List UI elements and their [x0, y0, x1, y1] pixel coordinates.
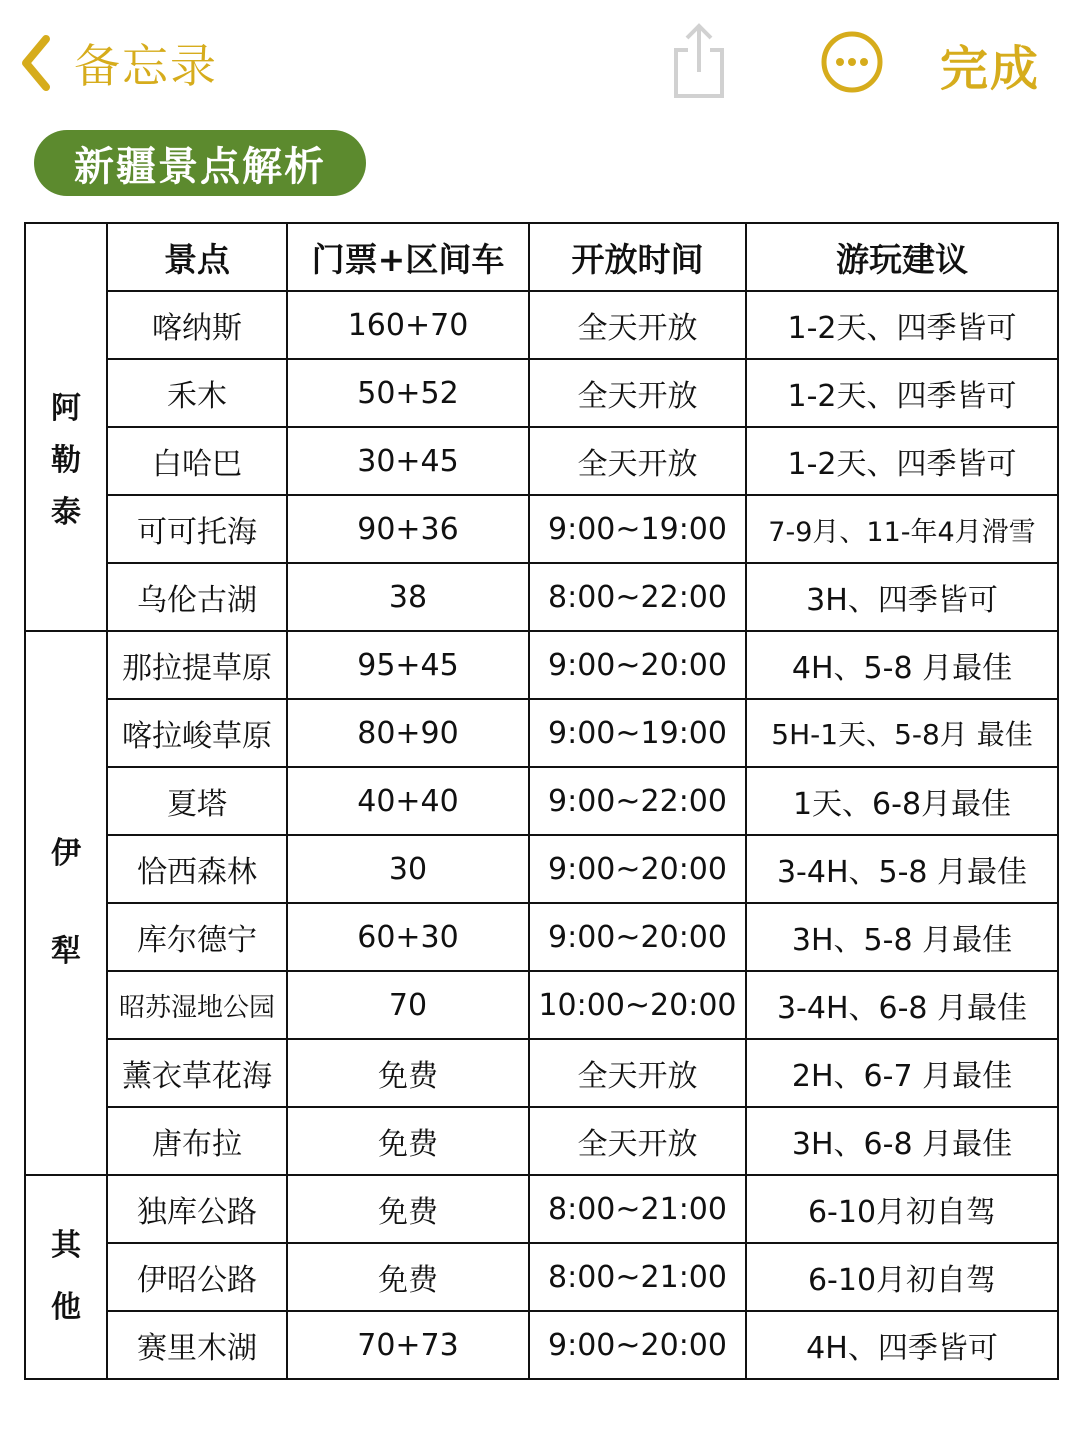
cell-hours: 9:00~22:00 [529, 767, 746, 835]
cell-ticket: 38 [287, 563, 529, 631]
cell-spot: 白哈巴 [107, 427, 287, 495]
table-row [25, 1175, 1058, 1243]
cell-hours: 9:00~20:00 [529, 1311, 746, 1379]
cell-hours: 全天开放 [529, 427, 746, 495]
cell-ticket: 80+90 [287, 699, 529, 767]
cell-advice: 1天、6-8月最佳 [746, 767, 1058, 835]
region-altay: 阿 勒 泰 [25, 291, 107, 631]
cell-spot: 那拉提草原 [107, 631, 287, 699]
share-icon[interactable] [668, 22, 730, 104]
table-header-row [25, 223, 1058, 291]
cell-spot: 夏塔 [107, 767, 287, 835]
cell-hours: 全天开放 [529, 1107, 746, 1175]
table-row [25, 427, 1058, 495]
cell-advice: 1-2天、四季皆可 [746, 359, 1058, 427]
cell-advice: 4H、5-8 月最佳 [746, 631, 1058, 699]
cell-spot: 赛里木湖 [107, 1311, 287, 1379]
cell-advice: 5H-1天、5-8月 最佳 [746, 699, 1058, 767]
cell-advice: 3H、6-8 月最佳 [746, 1107, 1058, 1175]
cell-spot: 独库公路 [107, 1175, 287, 1243]
table-row [25, 631, 1058, 699]
cell-hours: 9:00~20:00 [529, 903, 746, 971]
cell-advice: 6-10月初自驾 [746, 1243, 1058, 1311]
cell-spot: 恰西森林 [107, 835, 287, 903]
cell-hours: 9:00~19:00 [529, 699, 746, 767]
cell-spot: 伊昭公路 [107, 1243, 287, 1311]
cell-ticket: 免费 [287, 1175, 529, 1243]
cell-advice: 3H、5-8 月最佳 [746, 903, 1058, 971]
cell-advice: 3-4H、5-8 月最佳 [746, 835, 1058, 903]
cell-ticket: 70 [287, 971, 529, 1039]
header-spot: 景点 [107, 223, 287, 291]
header-hours: 开放时间 [529, 223, 746, 291]
region-ili: 伊 犁 [25, 631, 107, 1175]
done-button[interactable]: 完成 [940, 41, 1041, 97]
cell-advice: 4H、四季皆可 [746, 1311, 1058, 1379]
header-advice: 游玩建议 [746, 223, 1058, 291]
cell-ticket: 160+70 [287, 291, 529, 359]
cell-advice: 3H、四季皆可 [746, 563, 1058, 631]
region-header-cell [25, 223, 107, 291]
table-row [25, 1107, 1058, 1175]
cell-ticket: 95+45 [287, 631, 529, 699]
table-row [25, 291, 1058, 359]
back-label: 备忘录 [74, 39, 218, 93]
table-row [25, 1039, 1058, 1107]
cell-spot: 库尔德宁 [107, 903, 287, 971]
table-row [25, 495, 1058, 563]
cell-spot: 可可托海 [107, 495, 287, 563]
cell-ticket: 50+52 [287, 359, 529, 427]
page-title: 新疆景点解析 [34, 130, 366, 196]
cell-hours: 全天开放 [529, 291, 746, 359]
cell-advice: 3-4H、6-8 月最佳 [746, 971, 1058, 1039]
cell-hours: 9:00~20:00 [529, 631, 746, 699]
region-other: 其 他 [25, 1175, 107, 1379]
cell-spot: 薰衣草花海 [107, 1039, 287, 1107]
back-button[interactable] [18, 28, 218, 98]
cell-hours: 8:00~21:00 [529, 1175, 746, 1243]
table-row [25, 1311, 1058, 1379]
cell-spot: 喀拉峻草原 [107, 699, 287, 767]
cell-hours: 9:00~19:00 [529, 495, 746, 563]
navigation-bar [0, 0, 1080, 120]
more-icon[interactable] [820, 30, 884, 98]
table-row [25, 971, 1058, 1039]
cell-ticket: 免费 [287, 1039, 529, 1107]
header-ticket: 门票+区间车 [287, 223, 529, 291]
cell-ticket: 免费 [287, 1243, 529, 1311]
cell-hours: 9:00~20:00 [529, 835, 746, 903]
cell-ticket: 70+73 [287, 1311, 529, 1379]
cell-ticket: 40+40 [287, 767, 529, 835]
chevron-left-icon [18, 33, 52, 93]
cell-spot: 乌伦古湖 [107, 563, 287, 631]
cell-advice: 1-2天、四季皆可 [746, 291, 1058, 359]
attractions-table [24, 222, 1059, 1380]
cell-spot: 禾木 [107, 359, 287, 427]
cell-ticket: 90+36 [287, 495, 529, 563]
cell-hours: 全天开放 [529, 359, 746, 427]
cell-hours: 8:00~21:00 [529, 1243, 746, 1311]
cell-hours: 10:00~20:00 [529, 971, 746, 1039]
cell-advice: 1-2天、四季皆可 [746, 427, 1058, 495]
cell-spot: 昭苏湿地公园 [107, 971, 287, 1039]
table-row [25, 563, 1058, 631]
cell-hours: 全天开放 [529, 1039, 746, 1107]
cell-ticket: 60+30 [287, 903, 529, 971]
cell-ticket: 30+45 [287, 427, 529, 495]
table-row [25, 903, 1058, 971]
cell-advice: 2H、6-7 月最佳 [746, 1039, 1058, 1107]
table-row [25, 1243, 1058, 1311]
cell-spot: 喀纳斯 [107, 291, 287, 359]
cell-advice: 7-9月、11-年4月滑雪 [746, 495, 1058, 563]
cell-spot: 唐布拉 [107, 1107, 287, 1175]
cell-advice: 6-10月初自驾 [746, 1175, 1058, 1243]
table-row [25, 699, 1058, 767]
table-row [25, 359, 1058, 427]
table-row [25, 767, 1058, 835]
cell-hours: 8:00~22:00 [529, 563, 746, 631]
cell-ticket: 30 [287, 835, 529, 903]
table-row [25, 835, 1058, 903]
cell-ticket: 免费 [287, 1107, 529, 1175]
